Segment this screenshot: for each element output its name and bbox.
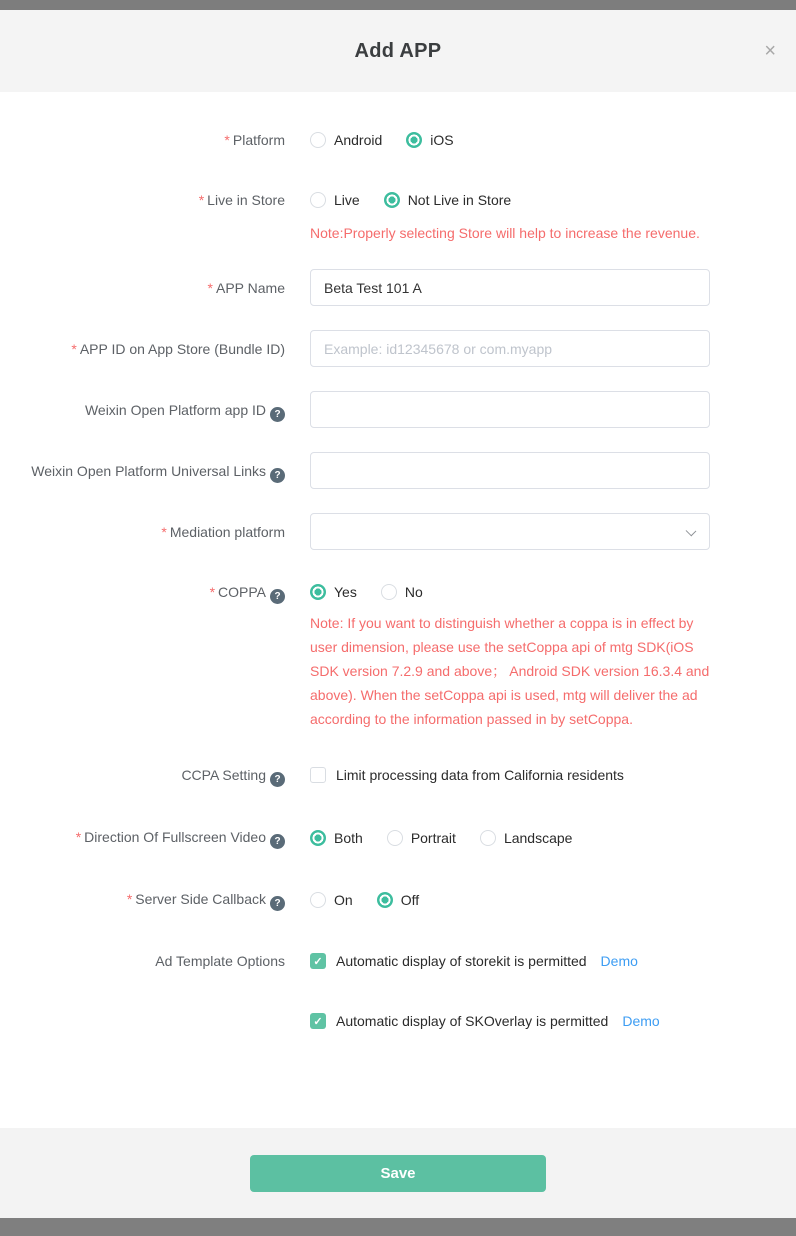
direction-option-portrait[interactable]: Portrait bbox=[387, 828, 456, 848]
radio-unselected-icon[interactable] bbox=[387, 830, 403, 846]
form-row-fullscreen-direction bbox=[0, 827, 796, 849]
app-id-input[interactable] bbox=[310, 330, 710, 367]
required-mark: * bbox=[71, 341, 77, 357]
storekit-demo-link[interactable]: Demo bbox=[600, 953, 638, 969]
mediation-platform-label: * Mediation platform bbox=[161, 524, 285, 540]
form-row-weixin-universal-links bbox=[0, 452, 796, 489]
skoverlay-checkbox-label[interactable]: Automatic display of SKOverlay is permitted bbox=[336, 1013, 609, 1029]
form-row-server-side-callback bbox=[0, 889, 796, 911]
ccpa-checkbox-line bbox=[310, 765, 720, 785]
modal-title: Add APP bbox=[354, 39, 442, 62]
required-mark: * bbox=[224, 132, 230, 148]
live-in-store-note: Note:Properly selecting Store will help to increase the revenue. bbox=[310, 225, 700, 241]
coppa-option-no[interactable]: No bbox=[381, 582, 423, 602]
radio-selected-icon[interactable] bbox=[377, 892, 393, 908]
skoverlay-demo-link[interactable]: Demo bbox=[622, 1013, 660, 1029]
server-side-callback-radio-group bbox=[310, 889, 720, 911]
form-row-ccpa bbox=[0, 765, 796, 787]
form-row-live-in-store bbox=[0, 190, 796, 245]
form-row-coppa bbox=[0, 582, 796, 731]
storekit-checkbox-line bbox=[310, 951, 720, 971]
coppa-option-yes[interactable]: Yes bbox=[310, 582, 357, 602]
required-mark: * bbox=[75, 829, 82, 845]
platform-radio-group bbox=[310, 130, 720, 150]
app-name-input[interactable] bbox=[310, 269, 710, 306]
platform-option-android[interactable]: Android bbox=[310, 130, 382, 150]
weixin-universal-links-label: Weixin Open Platform Universal Links ? bbox=[0, 452, 310, 489]
checkbox-checked-icon[interactable]: ✓ bbox=[310, 1013, 326, 1029]
radio-unselected-icon[interactable] bbox=[480, 830, 496, 846]
help-icon[interactable]: ? bbox=[270, 468, 285, 483]
radio-selected-icon[interactable] bbox=[384, 192, 400, 208]
storekit-checkbox-label[interactable]: Automatic display of storekit is permitted bbox=[336, 953, 587, 969]
skoverlay-checkbox-line bbox=[310, 1011, 720, 1031]
page-bottom-bar bbox=[0, 1218, 796, 1236]
help-icon[interactable]: ? bbox=[270, 589, 285, 604]
radio-unselected-icon[interactable] bbox=[310, 192, 326, 208]
live-option-not-live[interactable]: Not Live in Store bbox=[384, 190, 512, 210]
app-id-label: * APP ID on App Store (Bundle ID) bbox=[71, 341, 285, 357]
server-side-callback-label: * Server Side Callback ? bbox=[0, 889, 310, 911]
live-option-live[interactable]: Live bbox=[310, 190, 360, 210]
required-mark: * bbox=[161, 524, 167, 540]
help-icon[interactable]: ? bbox=[270, 407, 285, 422]
form-row-platform bbox=[0, 130, 796, 150]
required-mark: * bbox=[198, 192, 205, 208]
form-row-weixin-app-id bbox=[0, 391, 796, 428]
live-in-store-label: * Live in Store bbox=[198, 192, 285, 208]
form-row-app-id bbox=[0, 330, 796, 367]
form-row-app-name bbox=[0, 269, 796, 306]
callback-option-on[interactable]: On bbox=[310, 890, 353, 910]
live-in-store-radio-group bbox=[310, 190, 720, 210]
required-mark: * bbox=[126, 891, 133, 907]
page-top-bar bbox=[0, 0, 796, 10]
fullscreen-direction-radio-group bbox=[310, 827, 720, 849]
close-icon[interactable]: × bbox=[764, 40, 776, 62]
modal-footer bbox=[0, 1128, 796, 1218]
radio-unselected-icon[interactable] bbox=[381, 584, 397, 600]
modal-header bbox=[0, 10, 796, 92]
required-mark: * bbox=[207, 280, 213, 296]
coppa-note: Note: If you want to distinguish whether a coppa is in effect by user dimension, please use the setCoppa api of mtg SDK(iOS SDK version 7.2.9 and above； Android SDK version 16.3.4 and above). When the setCoppa api is used, mtg will deliver the ad according to the information passed in by setCoppa. bbox=[310, 615, 710, 727]
coppa-radio-group bbox=[310, 582, 720, 602]
help-icon[interactable]: ? bbox=[270, 896, 285, 911]
radio-selected-icon[interactable] bbox=[406, 132, 422, 148]
checkbox-unchecked-icon[interactable] bbox=[310, 767, 326, 783]
radio-selected-icon[interactable] bbox=[310, 584, 326, 600]
form-row-ad-template-options bbox=[0, 951, 796, 1031]
direction-option-both[interactable]: Both bbox=[310, 828, 363, 848]
platform-label: * Platform bbox=[224, 132, 285, 148]
ccpa-checkbox-label[interactable]: Limit processing data from California residents bbox=[336, 767, 624, 783]
direction-option-landscape[interactable]: Landscape bbox=[480, 828, 573, 848]
app-name-label: * APP Name bbox=[207, 280, 285, 296]
help-icon[interactable]: ? bbox=[270, 834, 285, 849]
checkbox-checked-icon[interactable]: ✓ bbox=[310, 953, 326, 969]
weixin-app-id-input[interactable] bbox=[310, 391, 710, 428]
ad-template-options-label: Ad Template Options bbox=[155, 953, 285, 969]
radio-unselected-icon[interactable] bbox=[310, 892, 326, 908]
mediation-platform-select[interactable] bbox=[310, 513, 710, 550]
save-button[interactable]: Save bbox=[250, 1155, 546, 1192]
chevron-down-icon bbox=[686, 526, 697, 537]
ccpa-label: CCPA Setting ? bbox=[0, 765, 310, 787]
required-mark: * bbox=[209, 584, 216, 600]
radio-unselected-icon[interactable] bbox=[310, 132, 326, 148]
radio-selected-icon[interactable] bbox=[310, 830, 326, 846]
help-icon[interactable]: ? bbox=[270, 772, 285, 787]
callback-option-off[interactable]: Off bbox=[377, 890, 419, 910]
weixin-universal-links-input[interactable] bbox=[310, 452, 710, 489]
fullscreen-direction-label: * Direction Of Fullscreen Video ? bbox=[0, 827, 310, 849]
weixin-app-id-label: Weixin Open Platform app ID ? bbox=[0, 391, 310, 428]
form-row-mediation-platform bbox=[0, 513, 796, 550]
platform-option-ios[interactable]: iOS bbox=[406, 130, 453, 150]
coppa-label: * COPPA ? bbox=[0, 582, 310, 731]
add-app-form bbox=[0, 92, 796, 1128]
